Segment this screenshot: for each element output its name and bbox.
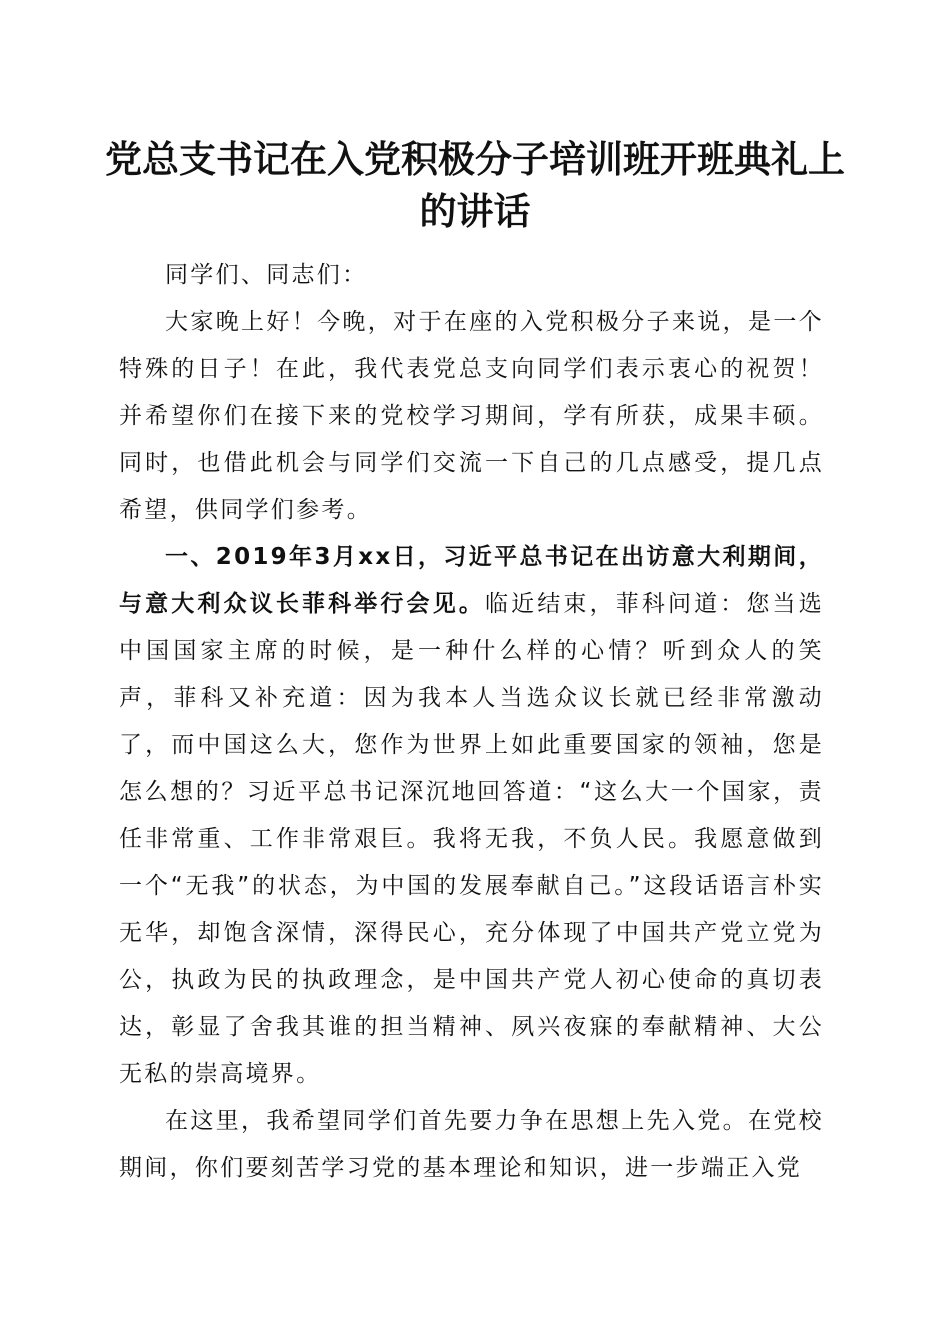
- salutation: 同学们、同志们：: [165, 262, 368, 288]
- title-line-2: 的讲话: [419, 189, 531, 233]
- title-line-1: 党总支书记在入党积极分子培训班开班典礼上: [105, 137, 845, 181]
- paragraph-expectation: 在这里，我希望同学们首先要力争在思想上先入党。在党校期间，你们要刻苦学习党的基本理论和知识，进一步端正入党: [119, 1108, 824, 1181]
- section-one-body: 临近结束，菲科问道：您当选中国国家主席的时候，是一种什么样的心情？听到众人的笑声，菲科又补充道：因为我本人当选众议长就已经非常激动了，而中国这么大，您作为世界上如此重要国家的领袖，您是怎么想的？习近平总书记深沉地回答道：“这么大一个国家，责任非常重、工作非常艰巨。我将无我，不负人民。我愿意做到一个“无我”的状态，为中国的发展奉献自己。”这段话语言朴实无华，却饱含深情，深得民心，充分体现了中国共产党立党为公，执政为民的执政理念，是中国共产党人初心使命的真切表达，彰显了舍我其谁的担当精神、夙兴夜寐的奉献精神、大公无私的崇高境界。: [119, 591, 825, 1087]
- document-body: [119, 252, 824, 1192]
- paragraph-section-one: [119, 534, 824, 1098]
- document-title: [100, 133, 850, 237]
- section-one-heading: 一、2019年3月xx日，习近平总书记在出访意大利期间，与意大利众议长菲科举行会见。: [119, 544, 824, 617]
- paragraph-greeting: 大家晚上好！今晚，对于在座的入党积极分子来说，是一个特殊的日子！在此，我代表党总支向同学们表示衷心的祝贺！并希望你们在接下来的党校学习期间，学有所获，成果丰硕。同时，也借此机会与同学们交流一下自己的几点感受，提几点希望，供同学们参考。: [119, 309, 824, 523]
